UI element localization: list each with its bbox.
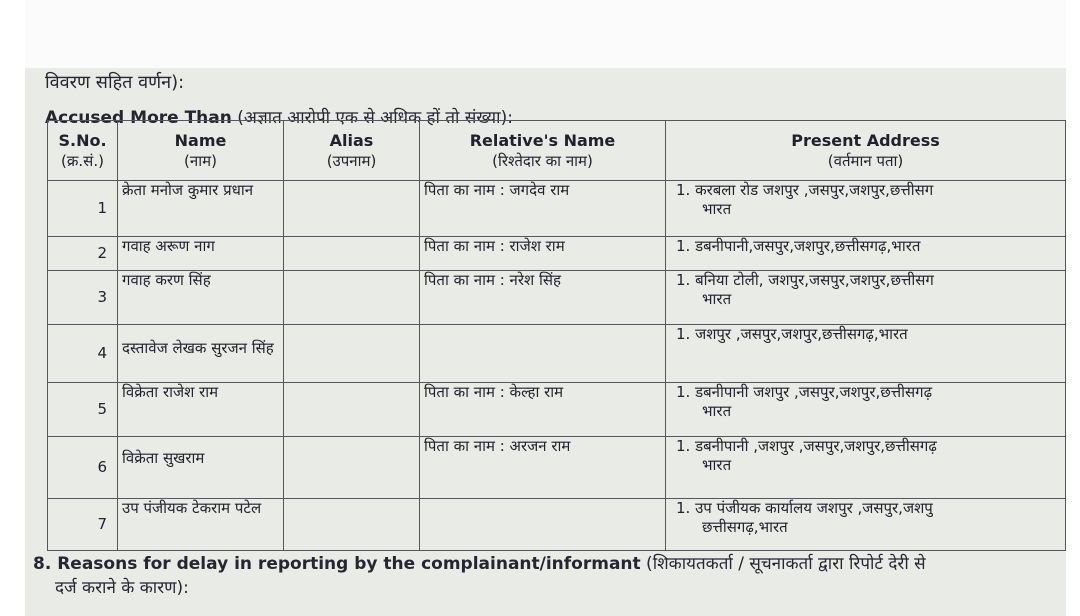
table-header-row	[48, 121, 1066, 181]
cell-sno: 7	[48, 499, 118, 551]
section-8-heading	[33, 552, 926, 600]
cell-sno: 6	[48, 437, 118, 499]
header-sno: S.No. (क्र.सं.)	[48, 121, 118, 181]
table-row	[48, 437, 1066, 499]
cell-sno: 4	[48, 325, 118, 383]
continuation-text: विवरण सहित वर्णन):	[45, 72, 185, 93]
cell-name: क्रेता मनोज कुमार प्रधान	[118, 181, 284, 237]
cell-relative: पिता का नाम : जगदेव राम	[420, 181, 666, 237]
cell-address: 1. जशपुर ,जसपुर,जशपुर,छत्तीसगढ़,भारत	[666, 325, 1066, 383]
section-8-en: 8. Reasons for delay in reporting by the complainant/informant	[33, 554, 641, 574]
cell-alias	[284, 237, 420, 271]
cell-name: दस्तावेज लेखक सुरजन सिंह	[118, 325, 284, 383]
table-row	[48, 271, 1066, 325]
cell-address: 1. डबनीपानी जशपुर ,जसपुर,जशपुर,छत्तीसगढ़ भारत	[666, 383, 1066, 437]
table-row	[48, 499, 1066, 551]
cell-relative: पिता का नाम : नरेश सिंह	[420, 271, 666, 325]
cell-address: 1. बनिया टोली, जशपुर,जसपुर,जशपुर,छत्तीसग भारत	[666, 271, 1066, 325]
cell-address: 1. डबनीपानी ,जशपुर ,जसपुर,जशपुर,छत्तीसगढ़ भारत	[666, 437, 1066, 499]
cell-alias	[284, 271, 420, 325]
header-relative-name: Relative's Name (रिश्तेदार का नाम)	[420, 121, 666, 181]
accused-label-hi: (अज्ञात आरोपी एक से अधिक हों तो संख्या):	[231, 108, 513, 128]
cell-address: 1. उप पंजीयक कार्यालय जशपुर ,जसपुर,जशपु छत्तीसगढ़,भारत	[666, 499, 1066, 551]
cell-relative: पिता का नाम : राजेश राम	[420, 237, 666, 271]
cell-name: गवाह करण सिंह	[118, 271, 284, 325]
header-present-address: Present Address (वर्तमान पता)	[666, 121, 1066, 181]
table-row	[48, 181, 1066, 237]
cell-relative: पिता का नाम : अरजन राम	[420, 437, 666, 499]
section-8-hi: (शिकायतकर्ता / सूचनाकर्ता द्वारा रिपोर्ट देरी से	[640, 554, 926, 574]
table-row	[48, 237, 1066, 271]
cell-name: विक्रेता राजेश राम	[118, 383, 284, 437]
cell-alias	[284, 499, 420, 551]
cell-sno: 1	[48, 181, 118, 237]
cell-sno: 2	[48, 237, 118, 271]
cell-address: 1. डबनीपानी,जसपुर,जशपुर,छत्तीसगढ़,भारत	[666, 237, 1066, 271]
table-row	[48, 325, 1066, 383]
top-blank-area	[25, 0, 1066, 68]
cell-name: गवाह अरूण नाग	[118, 237, 284, 271]
cell-relative	[420, 325, 666, 383]
cell-address: 1. करबला रोड जशपुर ,जसपुर,जशपुर,छत्तीसग भारत	[666, 181, 1066, 237]
cell-alias	[284, 181, 420, 237]
table-row	[48, 383, 1066, 437]
cell-name: उप पंजीयक टेकराम पटेल	[118, 499, 284, 551]
cell-alias	[284, 325, 420, 383]
document-page	[25, 68, 1066, 616]
accused-label-en: Accused More Than	[45, 108, 232, 128]
cell-relative	[420, 499, 666, 551]
cell-relative: पिता का नाम : केल्हा राम	[420, 383, 666, 437]
cell-alias	[284, 437, 420, 499]
cell-alias	[284, 383, 420, 437]
cell-sno: 5	[48, 383, 118, 437]
header-name: Name (नाम)	[118, 121, 284, 181]
cell-name: विक्रेता सुखराम	[118, 437, 284, 499]
cell-sno: 3	[48, 271, 118, 325]
header-alias: Alias (उपनाम)	[284, 121, 420, 181]
section-8-hi-line2: दर्ज कराने के कारण):	[55, 578, 189, 598]
accused-table	[47, 120, 1066, 551]
